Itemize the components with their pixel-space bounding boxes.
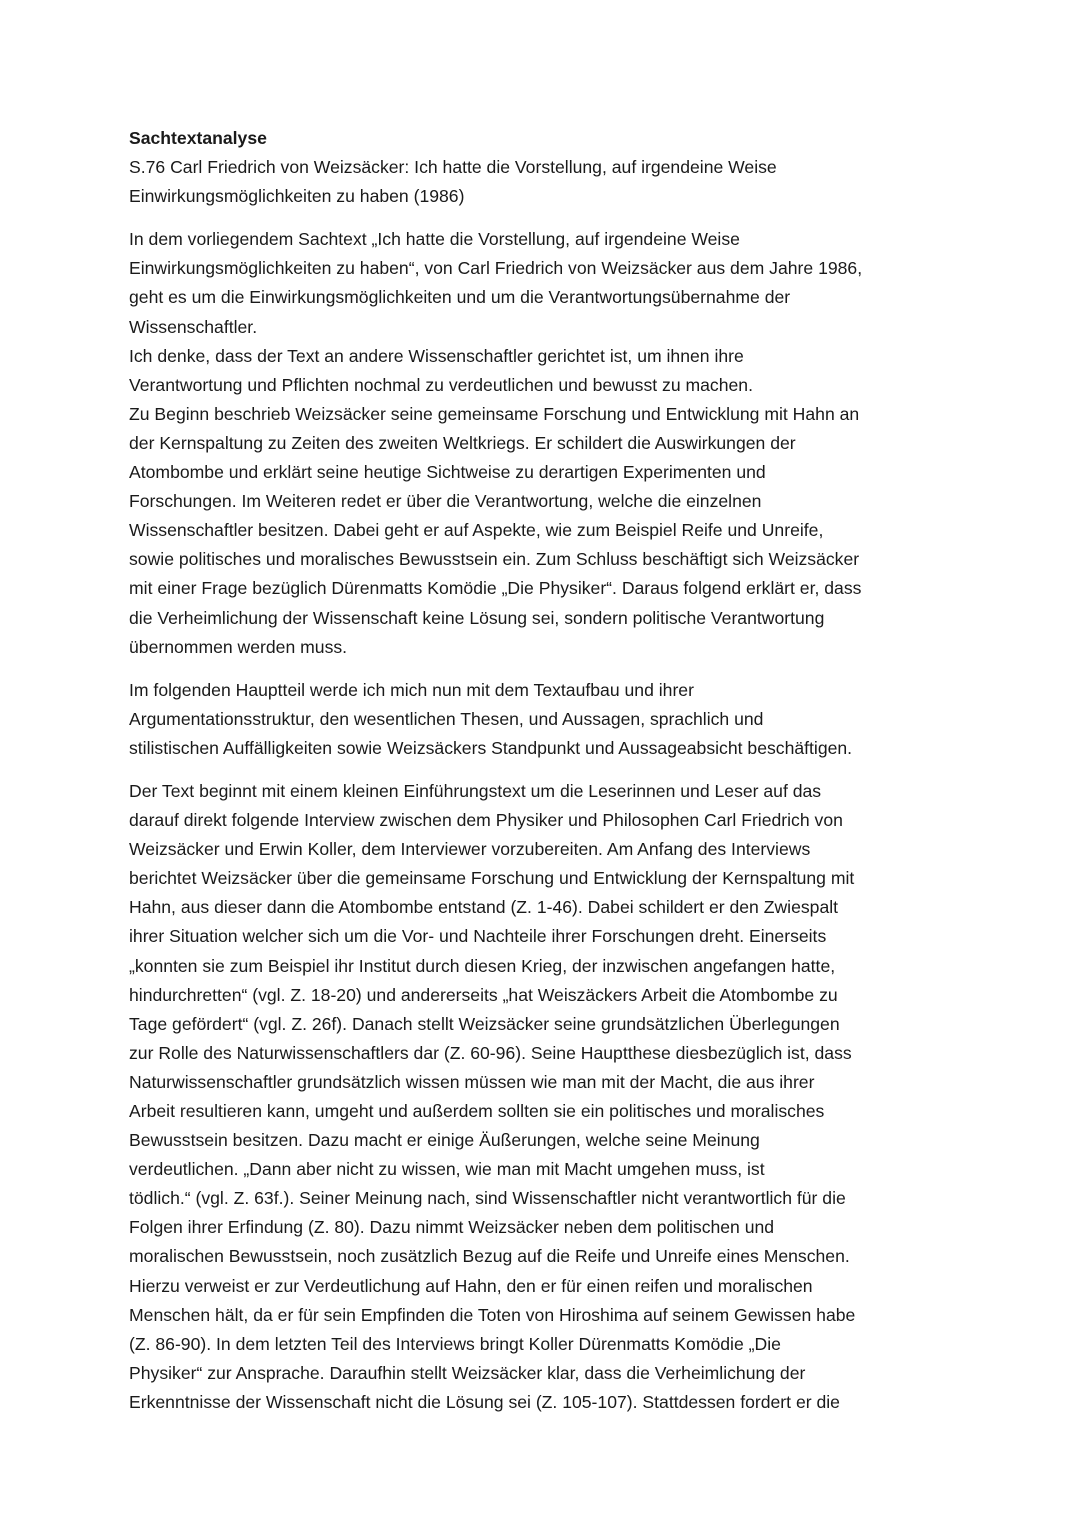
text-line: zur Rolle des Naturwissenschaftlers dar (Z. 60-96). Seine Hauptthese diesbezüglich ist, dass xyxy=(129,1042,852,1063)
text-line: Naturwissenschaftler grundsätzlich wissen müssen wie man mit der Macht, die aus ihrer xyxy=(129,1071,815,1092)
text-line: berichtet Weizsäcker über die gemeinsame Forschung und Entwicklung der Kernspaltung mit xyxy=(129,868,855,889)
subtitle-line: S.76 Carl Friedrich von Weizsäcker: Ich hatte die Vorstellung, auf irgendeine Weise xyxy=(129,157,777,178)
text-line: Atombombe und erklärt seine heutige Sichtweise zu derartigen Experimenten und xyxy=(129,462,766,483)
paragraph-spacer xyxy=(129,662,959,676)
text-line: Folgen ihrer Erfindung (Z. 80). Dazu nimmt Weizsäcker neben dem politischen und xyxy=(129,1217,775,1238)
text-line: Im folgenden Hauptteil werde ich mich nun mit dem Textaufbau und ihrer xyxy=(129,679,694,700)
paragraph-spacer xyxy=(129,763,959,777)
text-line: Wissenschaftler. xyxy=(129,316,258,337)
text-line: Zu Beginn beschrieb Weizsäcker seine gemeinsame Forschung und Entwicklung mit Hahn an xyxy=(129,403,860,424)
text-line: Hahn, aus dieser dann die Atombombe entstand (Z. 1-46). Dabei schildert er den Zwiespalt xyxy=(129,897,839,918)
text-line: tödlich.“ (vgl. Z. 63f.). Seiner Meinung nach, sind Wissenschaftler nicht verantwortlich für die xyxy=(129,1188,846,1209)
text-line: darauf direkt folgende Interview zwischen dem Physiker und Philosophen Carl Friedrich von xyxy=(129,810,843,831)
text-line: „konnten sie zum Beispiel ihr Institut durch diesen Krieg, der inzwischen angefangen hatte, xyxy=(129,955,836,976)
text-line: mit einer Frage bezüglich Dürenmatts Komödie „Die Physiker“. Daraus folgend erklärt er, dass xyxy=(129,578,862,599)
text-line: Arbeit resultieren kann, umgeht und außerdem sollten sie ein politisches und moralisches xyxy=(129,1101,825,1121)
text-line: Physiker“ zur Ansprache. Daraufhin stellt Weizsäcker klar, dass die Verheimlichung der xyxy=(129,1362,806,1383)
paragraph-introduction xyxy=(129,225,959,661)
paragraph-spacer xyxy=(129,211,959,225)
text-line: Forschungen. Im Weiteren redet er über die Verantwortung, welche die einzelnen xyxy=(129,491,762,512)
text-line: Erkenntnisse der Wissenschaft nicht die Lösung sei (Z. 105-107). Stattdessen fordert er die xyxy=(129,1391,840,1412)
text-line: Der Text beginnt mit einem kleinen Einführungstext um die Leserinnen und Leser auf das xyxy=(129,780,822,801)
text-line: moralischen Bewusstsein, noch zusätzlich Bezug auf die Reife und Unreife eines Menschen. xyxy=(129,1246,850,1267)
text-line: Menschen hält, da er für sein Empfinden die Toten von Hiroshima auf seinem Gewissen habe xyxy=(129,1304,856,1325)
text-line: Bewusstsein besitzen. Dazu macht er einige Äußerungen, welche seine Meinung xyxy=(129,1130,760,1151)
text-line: hindurchretten“ (vgl. Z. 18-20) und andererseits „hat Weiszäckers Arbeit die Atombombe zu xyxy=(129,984,838,1005)
text-line: Ich denke, dass der Text an andere Wissenschaftler gerichtet ist, um ihnen ihre xyxy=(129,345,744,366)
document-body xyxy=(129,124,959,1417)
header-block xyxy=(129,124,959,211)
text-line: Argumentationsstruktur, den wesentlichen Thesen, und Aussagen, sprachlich und xyxy=(129,708,764,729)
text-line: (Z. 86-90). In dem letzten Teil des Interviews bringt Koller Dürenmatts Komödie „Die xyxy=(129,1333,781,1354)
text-line: der Kernspaltung zu Zeiten des zweiten Weltkriegs. Er schildert die Auswirkungen der xyxy=(129,432,796,453)
text-line: stilistischen Auffälligkeiten sowie Weizsäckers Standpunkt und Aussageabsicht beschäftigen. xyxy=(129,737,853,758)
subtitle-line: Einwirkungsmöglichkeiten zu haben (1986) xyxy=(129,186,465,207)
document-heading: Sachtextanalyse xyxy=(129,128,267,148)
text-line: Einwirkungsmöglichkeiten zu haben“, von Carl Friedrich von Weizsäcker aus dem Jahre 1986, xyxy=(129,258,863,279)
paragraph-main xyxy=(129,777,959,1417)
text-line: In dem vorliegendem Sachtext „Ich hatte die Vorstellung, auf irgendeine Weise xyxy=(129,229,740,250)
text-line: ihrer Situation welcher sich um die Vor- und Nachteile ihrer Forschungen dreht. Einerseits xyxy=(129,926,827,947)
text-line: Verantwortung und Pflichten nochmal zu verdeutlichen und bewusst zu machen. xyxy=(129,374,753,395)
text-line: verdeutlichen. „Dann aber nicht zu wissen, wie man mit Macht umgehen muss, ist xyxy=(129,1159,765,1180)
text-line: die Verheimlichung der Wissenschaft keine Lösung sei, sondern politische Verantwortung xyxy=(129,607,825,628)
text-line: sowie politisches und moralisches Bewusstsein ein. Zum Schluss beschäftigt sich Weizsäcker xyxy=(129,549,860,570)
text-line: Hierzu verweist er zur Verdeutlichung auf Hahn, den er für einen reifen und moralischen xyxy=(129,1275,813,1296)
paragraph-transition xyxy=(129,676,959,763)
text-line: Tage gefördert“ (vgl. Z. 26f). Danach stellt Weizsäcker seine grundsätzlichen Überlegungen xyxy=(129,1013,840,1034)
text-line: geht es um die Einwirkungsmöglichkeiten und um die Verantwortungsübernahme der xyxy=(129,287,791,308)
text-line: Weizsäcker und Erwin Koller, dem Interviewer vorzubereiten. Am Anfang des Interviews xyxy=(129,839,811,860)
text-line: übernommen werden muss. xyxy=(129,636,348,657)
text-line: Wissenschaftler besitzen. Dabei geht er auf Aspekte, wie zum Beispiel Reife und Unreife, xyxy=(129,520,824,541)
